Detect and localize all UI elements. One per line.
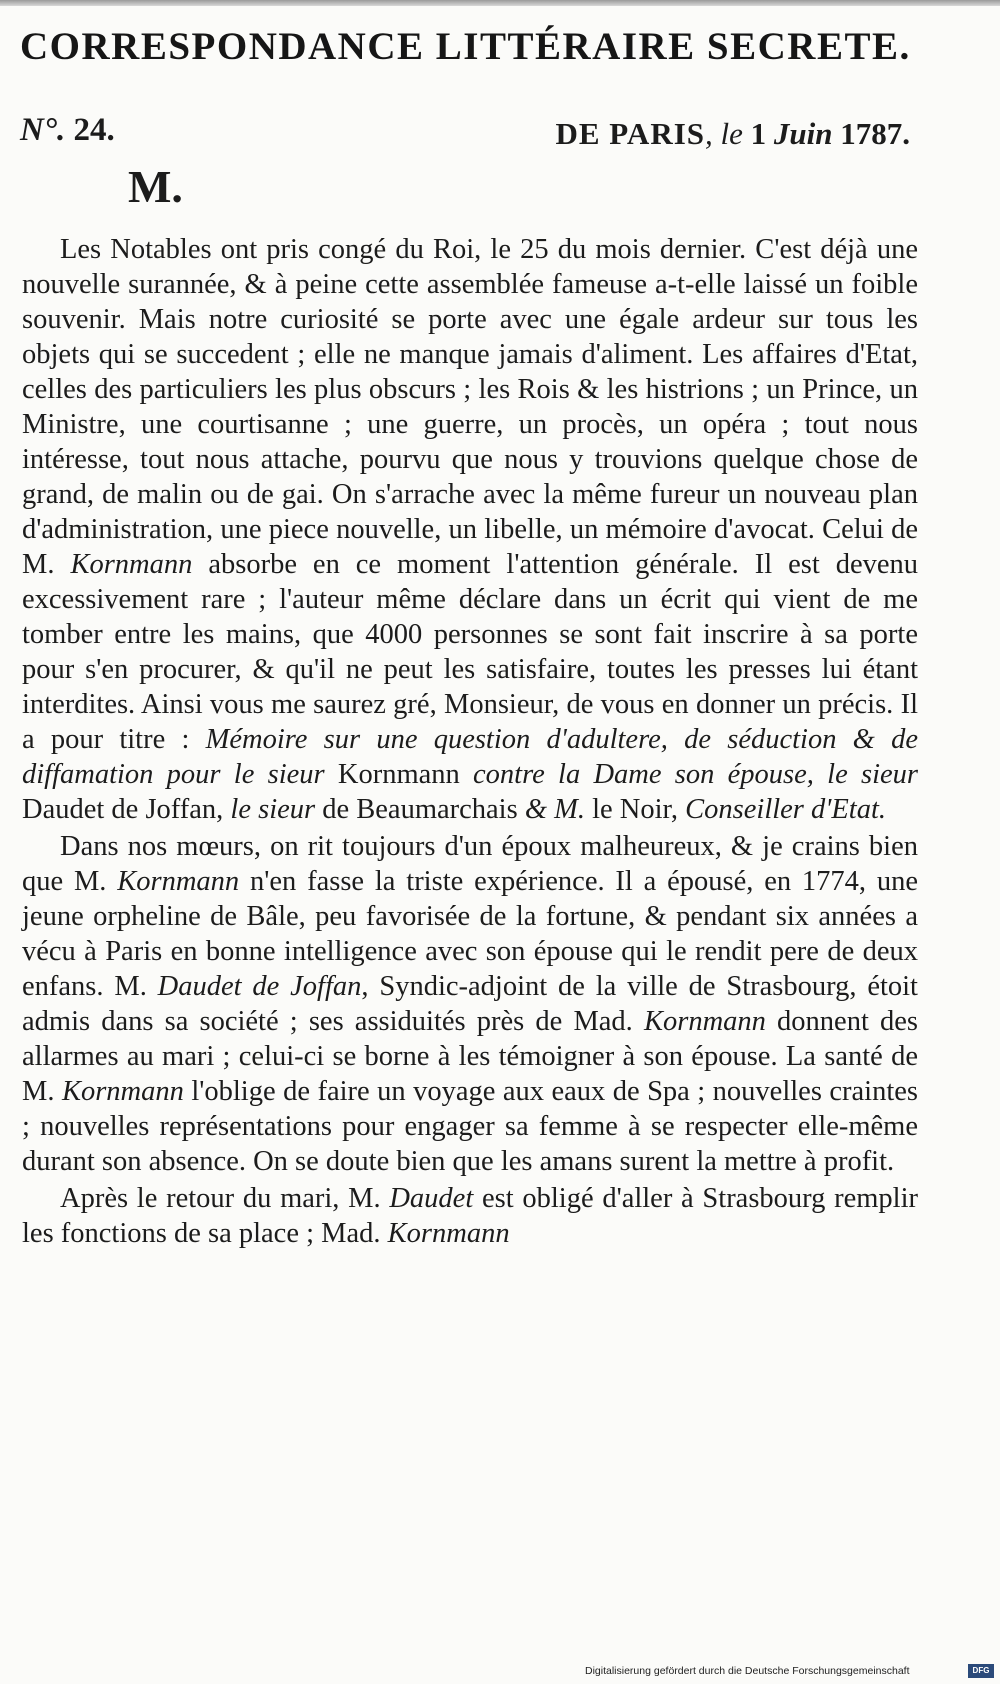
masthead-title: CORRESPONDANCE LITTÉRAIRE SECRETE.	[20, 25, 911, 68]
dateline-place: DE PARIS	[555, 116, 706, 151]
italic-run: contre la Dame son épouse, le sieur	[473, 759, 918, 790]
italic-run: & M.	[524, 794, 585, 825]
italic-run: Kornmann	[70, 549, 193, 580]
issue-label: N°.	[20, 112, 66, 148]
text-run: absorbe en ce moment l'attention générale. Il est devenu excessivement rare ; l'auteur même déclare dans un écrit qui vient de me tomber entre les mains, que 4000 personnes se sont fait inscrire à sa porte pour s'en procurer, & qu'il ne peut les satisfaire, toutes les presses lui étant interdites. Ainsi vous me saurez gré, Monsieur, de vous en donner un précis. Il a pour titre :	[22, 549, 919, 755]
body-paragraph	[22, 1181, 918, 1251]
italic-run: Daudet de Joffan	[157, 971, 362, 1002]
issue-value: 24.	[73, 112, 115, 148]
italic-run: Mémoire sur une question d'adultere, de séduction & de diffamation pour le sieur	[22, 724, 918, 790]
text-run: Kornmann	[324, 759, 474, 790]
text-run: de Beaumarchais	[315, 794, 525, 825]
digitization-credit: Digitalisierung gefördert durch die Deutsche Forschungsgemeinschaft	[585, 1665, 910, 1677]
text-run: le Noir,	[584, 794, 686, 825]
dateline-prefix: , le	[705, 116, 743, 151]
text-run: Les Notables ont pris congé du Roi, le 25 du mois dernier. C'est déjà une nouvelle surannée, & à peine cette assemblée fameuse a-t-elle laissé un foible souvenir. Mais notre curiosité se porte avec une égale ardeur sur tous les objets qui se succedent ; elle ne manque jamais d'aliment. Les affaires d'Etat, celles des particuliers les plus obscurs ; les Rois & les histrions ; un Prince, un Ministre, une courtisanne ; une guerre, un procès, un opéra ; tout nous intéresse, tout nous attache, pourvu que nous y trouvions quelque chose de grand, de malin ou de gai. On s'arrache avec la même fureur un nouveau plan d'administration, une piece nouvelle, un libelle, un mémoire d'avocat. Celui de M.	[22, 234, 918, 580]
text-run: Après le retour du mari, M.	[60, 1183, 390, 1214]
text-run: donnent des allarmes au mari ; celui-ci se borne à les témoigner à son épouse. La santé de M.	[22, 1006, 919, 1107]
dateline	[555, 116, 910, 152]
body-paragraph	[22, 829, 918, 1179]
text-run: n'en fasse la triste expérience. Il a épousé, en 1774, une jeune orpheline de Bâle, peu favorisée de la fortune, & pendant six années a vécu à Paris en bonne intelligence avec son épouse qui le rendit pere de deux enfans. M.	[22, 866, 918, 1002]
dateline-day: 1	[750, 116, 767, 151]
italic-run: le sieur	[230, 794, 316, 825]
italic-run: Conseiller d'Etat.	[685, 794, 886, 825]
dateline-year: 1787.	[840, 116, 910, 151]
dfg-logo: DFG	[968, 1664, 994, 1678]
salutation: M.	[128, 161, 183, 212]
dateline-month: Juin	[773, 116, 833, 151]
italic-run: Daudet	[389, 1183, 474, 1214]
issue-line	[20, 112, 910, 162]
text-run: est obligé d'aller à Strasbourg remplir les fonctions de sa place ; Mad.	[22, 1183, 919, 1249]
text-run: Dans nos mœurs, on rit toujours d'un époux malheureux, & je crains bien que M.	[22, 831, 918, 897]
text-run: Daudet de Joffan,	[22, 794, 231, 825]
issue-number	[20, 112, 115, 149]
page-edge	[0, 0, 1000, 6]
text-run: l'oblige de faire un voyage aux eaux de Spa ; nouvelles craintes ; nouvelles représentations pour engager sa femme à se respecter elle-même durant son absence. On se doute bien que les amans surent la mettre à profit.	[22, 1076, 918, 1177]
letter-body	[22, 232, 918, 1251]
body-paragraph	[22, 232, 918, 827]
italic-run: Kornmann	[387, 1218, 510, 1249]
italic-run: Kornmann	[643, 1006, 766, 1037]
italic-run: Kornmann	[117, 866, 240, 897]
text-run: , Syndic-adjoint de la ville de Strasbourg, étoit admis dans sa société ; ses assiduités près de Mad.	[22, 971, 918, 1037]
italic-run: Kornmann	[61, 1076, 184, 1107]
